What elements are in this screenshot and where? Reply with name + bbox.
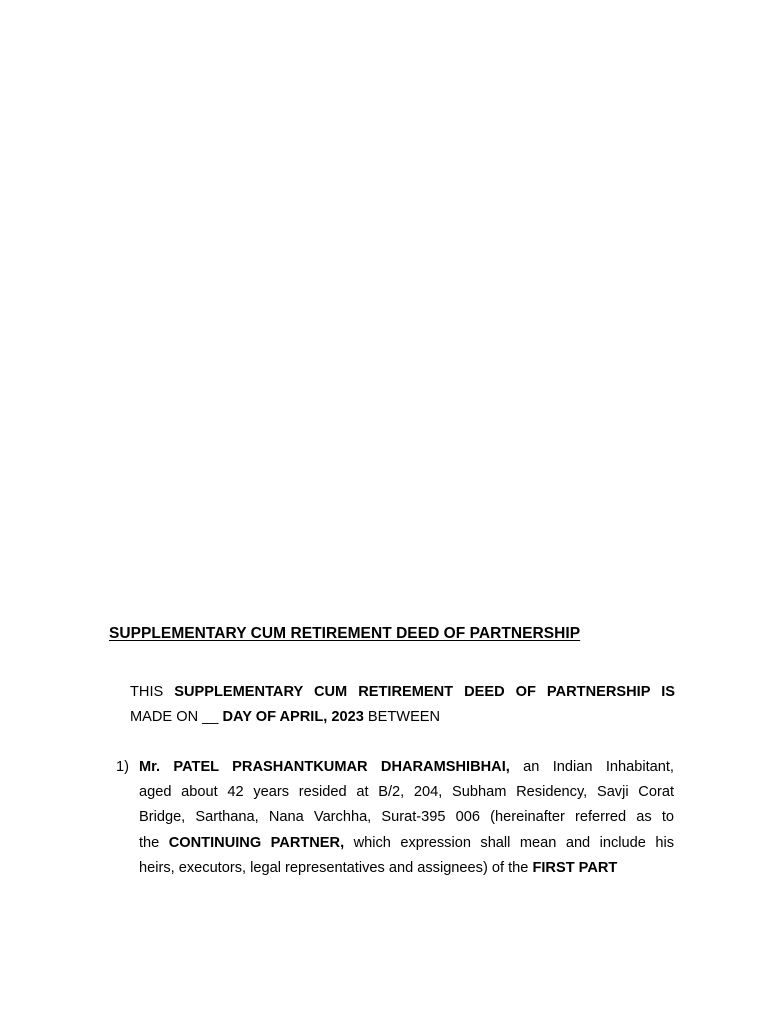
- intro-this: THIS: [130, 684, 175, 700]
- party-line-5: [139, 856, 674, 881]
- intro-date: DAY OF APRIL, 2023: [222, 709, 364, 725]
- intro-line-2: [130, 705, 675, 730]
- party-line-1: [139, 755, 674, 780]
- party-name: Mr. PATEL PRASHANTKUMAR DHARAMSHIBHAI,: [139, 759, 510, 775]
- party-line-1-rest: an Indian Inhabitant,: [509, 759, 674, 775]
- party-line-2: aged about 42 years resided at B/2, 204, Subham Residency, Savji Corat: [139, 784, 674, 801]
- party-line-4-rest: which expression shall mean and include his: [344, 834, 674, 851]
- intro-between: BETWEEN: [363, 709, 441, 725]
- party-line-4: [139, 831, 674, 856]
- document-title: SUPPLEMENTARY CUM RETIREMENT DEED OF PARTNERSHIP: [109, 625, 581, 642]
- party-part: FIRST PART: [532, 859, 618, 876]
- party-number: 1): [116, 759, 129, 775]
- intro-line-1: [130, 680, 675, 705]
- party-line-4-start: the: [139, 834, 169, 851]
- party-description: [139, 755, 674, 881]
- intro-deed-name: SUPPLEMENTARY CUM RETIREMENT DEED OF PARTNERSHIP IS: [174, 684, 675, 700]
- party-role: CONTINUING PARTNER,: [168, 834, 345, 851]
- party-line-3: Bridge, Sarthana, Nana Varchha, Surat-395 006 (hereinafter referred as to: [139, 809, 674, 826]
- intro-made-on: MADE ON __: [130, 709, 223, 725]
- party-line-5-text: heirs, executors, legal representatives and assignees) of the: [139, 859, 533, 876]
- intro-paragraph: [130, 680, 675, 730]
